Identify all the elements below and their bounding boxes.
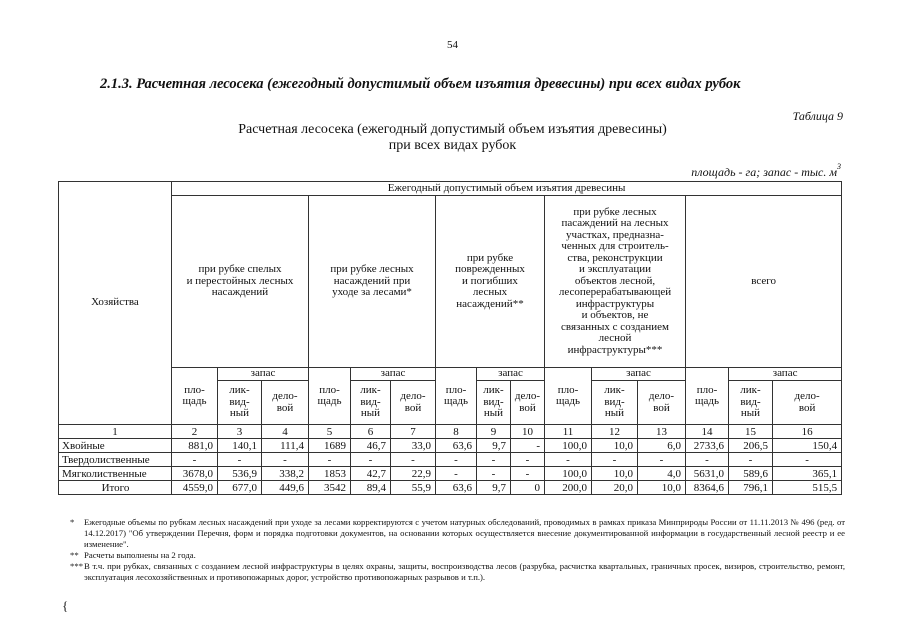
cell-value: 2733,6: [686, 439, 729, 453]
column-number: 7: [391, 425, 436, 439]
cell-value: 5631,0: [686, 467, 729, 481]
cell-value: 10,0: [592, 439, 638, 453]
footnote: [70, 550, 845, 561]
column-number: 6: [351, 425, 391, 439]
stock-subheader: запас: [351, 368, 436, 381]
cell-value: 515,5: [773, 481, 842, 495]
stray-bracket-mark: {: [62, 598, 69, 613]
cell-value: -: [545, 453, 592, 467]
liquid-subheader: лик- вид- ный: [477, 381, 511, 425]
area-subheader: пло- щадь: [309, 368, 351, 425]
column-number: 4: [262, 425, 309, 439]
cell-value: -: [511, 453, 545, 467]
footnote: [70, 517, 845, 550]
cell-value: 111,4: [262, 439, 309, 453]
cell-value: 140,1: [218, 439, 262, 453]
cell-value: -: [477, 453, 511, 467]
business-subheader: дело- вой: [391, 381, 436, 425]
cell-value: -: [477, 467, 511, 481]
area-subheader: пло- щадь: [172, 368, 218, 425]
total-row: [59, 481, 842, 495]
business-subheader: дело- вой: [773, 381, 842, 425]
annual-allowable-header: Ежегодный допустимый объем изъятия древесины: [172, 182, 842, 196]
row-name: Твердолиственные: [59, 453, 172, 467]
group-header-total: всего: [686, 196, 842, 368]
cell-value: 796,1: [729, 481, 773, 495]
cell-value: -: [172, 453, 218, 467]
cell-value: 0: [511, 481, 545, 495]
group-header-thinning: при рубке лесных насаждений при уходе за лесами*: [309, 196, 436, 368]
cell-value: 1853: [309, 467, 351, 481]
cell-value: 589,6: [729, 467, 773, 481]
cell-value: 200,0: [545, 481, 592, 495]
row-name: Хвойные: [59, 439, 172, 453]
business-subheader: дело- вой: [262, 381, 309, 425]
table-caption: [150, 122, 755, 154]
cell-value: -: [592, 453, 638, 467]
business-subheader: дело- вой: [638, 381, 686, 425]
cell-value: 3542: [309, 481, 351, 495]
footnote-mark: ***: [70, 561, 84, 571]
cell-value: 449,6: [262, 481, 309, 495]
liquid-subheader: лик- вид- ный: [729, 381, 773, 425]
footnote-text: Ежегодные объемы по рубкам лесных насаждений при уходе за лесами корректируются с учетом натурных обследований, проводимых в рамках приказа Минприроды России от 11.11.2013 № 496 (ред. от 14.12.2017) "Об утверждении Перечня, форм и порядка подготовки документов, на основании которых осуществляется внесение документированной информации в государственный лесной реестр и ее изменение".: [84, 517, 845, 549]
cell-value: -: [391, 453, 436, 467]
column-number: 2: [172, 425, 218, 439]
footnotes: [70, 517, 845, 583]
liquid-subheader: лик- вид- ный: [218, 381, 262, 425]
units-text: площадь - га; запас - тыс. м: [691, 165, 837, 179]
cell-value: 42,7: [351, 467, 391, 481]
column-numbers-row: [59, 425, 842, 439]
cell-value: 20,0: [592, 481, 638, 495]
table-row: [59, 439, 842, 453]
group-header-mature: при рубке спелых и перестойных лесных насаждений: [172, 196, 309, 368]
table-caption-line2: при всех видах рубок: [388, 138, 517, 153]
footnote: [70, 561, 845, 583]
cell-value: 10,0: [638, 481, 686, 495]
cell-value: 4559,0: [172, 481, 218, 495]
group-header-infrastructure: при рубке лесных пасаждений на лесных участках, предназна- ченных для строитель- ства, реконструкции и эксплуатации объектов лесной, лесоперерабатывающей инфраструктуры и объектов, не связанных с созданием лесной инфраструктуры***: [545, 196, 686, 368]
cell-value: 100,0: [545, 467, 592, 481]
cell-value: -: [729, 453, 773, 467]
column-number: 3: [218, 425, 262, 439]
cell-value: 55,9: [391, 481, 436, 495]
table-row: [59, 467, 842, 481]
cell-value: 100,0: [545, 439, 592, 453]
table-row: [59, 453, 842, 467]
column-number: 8: [436, 425, 477, 439]
column-number: 10: [511, 425, 545, 439]
cell-value: -: [436, 467, 477, 481]
page-number: 54: [447, 39, 458, 51]
cell-value: 4,0: [638, 467, 686, 481]
cell-value: -: [262, 453, 309, 467]
footnote-mark: **: [70, 550, 79, 560]
stock-subheader: запас: [729, 368, 842, 381]
units-superscript: 3: [837, 162, 841, 171]
cell-value: 1689: [309, 439, 351, 453]
cell-value: 89,4: [351, 481, 391, 495]
area-subheader: пло- щадь: [686, 368, 729, 425]
row-name: Мягколиственные: [59, 467, 172, 481]
column-number: 15: [729, 425, 773, 439]
liquid-subheader: лик- вид- ный: [592, 381, 638, 425]
allowable-cut-table: [58, 181, 842, 495]
area-subheader: пло- щадь: [436, 368, 477, 425]
cell-value: -: [638, 453, 686, 467]
area-subheader: пло- щадь: [545, 368, 592, 425]
cell-value: -: [773, 453, 842, 467]
cell-value: 3678,0: [172, 467, 218, 481]
footnote-text: В т.ч. при рубках, связанных с созданием лесной инфраструктуры в целях охраны, защиты, воспроизводства лесов (разрубка, расчистка квартальных, граничных просек, визиров, строительство, ремонт, эксплуатация лесохозяйственных и противопожарных дорог, устройство противопожарных разрывов и т.п.).: [84, 561, 845, 582]
cell-value: 150,4: [773, 439, 842, 453]
cell-value: -: [686, 453, 729, 467]
cell-value: 10,0: [592, 467, 638, 481]
cell-value: 536,9: [218, 467, 262, 481]
column-number: 14: [686, 425, 729, 439]
column-number: 11: [545, 425, 592, 439]
cell-value: 9,7: [477, 439, 511, 453]
cell-value: 9,7: [477, 481, 511, 495]
cell-value: 8364,6: [686, 481, 729, 495]
stock-subheader: запас: [477, 368, 545, 381]
column-number: 5: [309, 425, 351, 439]
cell-value: -: [511, 467, 545, 481]
column-number: 1: [59, 425, 172, 439]
cell-value: -: [511, 439, 545, 453]
liquid-subheader: лик- вид- ный: [351, 381, 391, 425]
group-header-damaged: при рубке поврежденных и погибших лесных насаждений**: [436, 196, 545, 368]
cell-value: -: [436, 453, 477, 467]
cell-value: 46,7: [351, 439, 391, 453]
cell-value: 881,0: [172, 439, 218, 453]
stock-subheader: запас: [218, 368, 309, 381]
cell-value: -: [351, 453, 391, 467]
stock-subheader: запас: [592, 368, 686, 381]
column-number: 12: [592, 425, 638, 439]
cell-value: 677,0: [218, 481, 262, 495]
cell-value: 63,6: [436, 481, 477, 495]
cell-value: 63,6: [436, 439, 477, 453]
row-name: Итого: [59, 481, 172, 495]
table-label: Таблица 9: [792, 109, 843, 123]
cell-value: -: [309, 453, 351, 467]
cell-value: 22,9: [391, 467, 436, 481]
cell-value: 338,2: [262, 467, 309, 481]
cell-value: 206,5: [729, 439, 773, 453]
section-title: 2.1.3. Расчетная лесосека (ежегодный допустимый объем изъятия древесины) при всех видах рубок: [100, 76, 741, 92]
column-number: 13: [638, 425, 686, 439]
footnote-text: Расчеты выполнены на 2 года.: [84, 550, 196, 560]
cell-value: -: [218, 453, 262, 467]
cell-value: 365,1: [773, 467, 842, 481]
cell-value: 33,0: [391, 439, 436, 453]
cell-value: 6,0: [638, 439, 686, 453]
footnote-mark: *: [70, 517, 75, 527]
table-caption-line1: Расчетная лесосека (ежегодный допустимый объем изъятия древесины): [238, 122, 667, 137]
farms-header: Хозяйства: [59, 182, 172, 425]
business-subheader: дело- вой: [511, 381, 545, 425]
column-number: 9: [477, 425, 511, 439]
units-note: [691, 162, 841, 180]
column-number: 16: [773, 425, 842, 439]
